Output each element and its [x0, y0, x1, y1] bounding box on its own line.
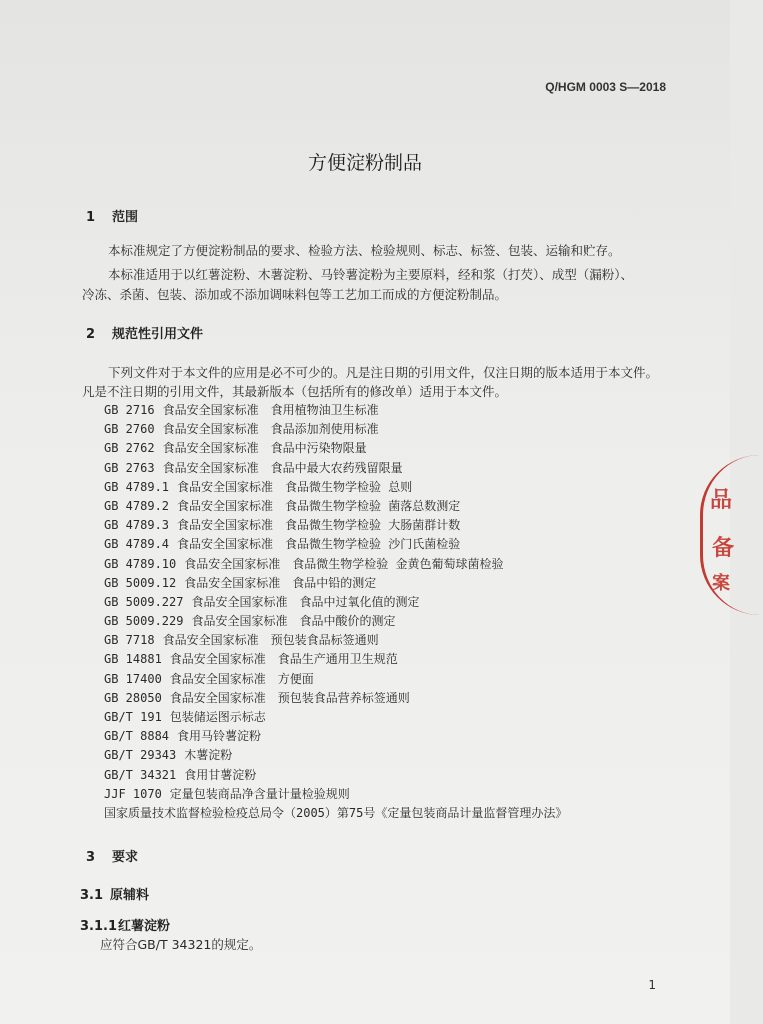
reference-item: GB 4789.1 食品安全国家标准 食品微生物学检验 总则 — [104, 479, 413, 494]
reference-item: GB 2716 食品安全国家标准 食用植物油卫生标准 — [104, 403, 379, 417]
reference-item: JJF 1070 定量包装商品净含量计量检验规则 — [104, 786, 350, 801]
scope-paragraph-1: 本标准规定了方便淀粉制品的要求、检验方法、检验规则、标志、标签、包装、运输和贮存。 — [108, 243, 621, 258]
normative-intro-line-2: 凡是不注日期的引用文件，其最新版本（包括所有的修改单）适用于本文件。 — [82, 384, 508, 399]
reference-item: GB/T 8884 食用马铃薯淀粉 — [104, 729, 262, 744]
reference-list — [104, 401, 567, 823]
section-heading-scope — [86, 206, 138, 225]
reference-item: GB 4789.3 食品安全国家标准 食品微生物学检验 大肠菌群计数 — [104, 518, 461, 533]
reference-item: GB 2760 食品安全国家标准 食品添加剂使用标准 — [104, 422, 379, 437]
reference-item: GB 7718 食品安全国家标准 预包装食品标签通则 — [104, 633, 379, 648]
normative-intro-line-1: 下列文件对于本文件的应用是必不可少的。凡是注日期的引用文件，仅注日期的版本适用于本文件。 — [108, 365, 659, 380]
section-title: 规范性引用文件 — [112, 327, 204, 342]
reference-item: GB 4789.4 食品安全国家标准 食品微生物学检验 沙门氏菌检验 — [104, 537, 461, 552]
reference-item: GB/T 29343 木薯淀粉 — [104, 748, 233, 763]
reference-item: GB 4789.2 食品安全国家标准 食品微生物学检验 菌落总数测定 — [104, 498, 461, 513]
reference-item: GB/T 34321 食用甘薯淀粉 — [104, 767, 257, 782]
page-number: 1 — [648, 978, 656, 992]
subsection-heading-sweet-potato-starch: 3.1.1红薯淀粉 — [80, 919, 171, 934]
reference-item: GB 17400 食品安全国家标准 方便面 — [104, 671, 314, 686]
section-number: 3 — [86, 850, 96, 865]
reference-item: GB 5009.227 食品安全国家标准 食品中过氧化值的测定 — [104, 594, 420, 609]
seal-char: 品 — [710, 488, 733, 513]
reference-item: GB/T 191 包装储运图示标志 — [104, 710, 266, 724]
reference-item: GB 5009.12 食品安全国家标准 食品中铅的测定 — [104, 575, 377, 590]
reference-item: GB 28050 食品安全国家标准 预包装食品营养标签通则 — [104, 690, 410, 705]
section-heading-normative — [86, 323, 203, 342]
section-title: 要求 — [112, 850, 139, 865]
section-number: 1 — [86, 210, 96, 225]
reference-item: GB 4789.10 食品安全国家标准 食品微生物学检验 金黄色葡萄球菌检验 — [104, 556, 504, 571]
seal-stamp — [700, 455, 735, 615]
reference-item: GB 5009.229 食品安全国家标准 食品中酸价的测定 — [104, 614, 396, 629]
section-number: 2 — [86, 327, 96, 342]
subsection-heading-raw-materials: 3.1 原辅料 — [80, 888, 150, 903]
reference-item: GB 2762 食品安全国家标准 食品中污染物限量 — [104, 441, 367, 456]
scope-paragraph-2-line-1: 本标准适用于以红薯淀粉、木薯淀粉、马铃薯淀粉为主要原料，经和浆（打芡）、成型（漏粉）、 — [108, 267, 634, 282]
seal-char: 案 — [712, 573, 730, 594]
sweet-potato-requirement-text: 应符合GB/T 34321的规定。 — [100, 937, 262, 952]
reference-item: 国家质量技术监督检验检疫总局令（2005）第75号《定量包装商品计量监督管理办法》 — [104, 805, 568, 820]
reference-item: GB 2763 食品安全国家标准 食品中最大农药残留限量 — [104, 460, 403, 475]
seal-char: 备 — [712, 536, 735, 561]
page-title: 方便淀粉制品 — [307, 152, 422, 174]
section-heading-requirements — [86, 846, 138, 865]
standard-code: Q/HGM 0003 S—2018 — [545, 80, 666, 94]
section-title: 范围 — [112, 210, 139, 225]
reference-item: GB 14881 食品安全国家标准 食品生产通用卫生规范 — [104, 652, 398, 667]
scope-paragraph-2-line-2: 冷冻、杀菌、包装、添加或不添加调味料包等工艺加工而成的方便淀粉制品。 — [82, 287, 508, 302]
